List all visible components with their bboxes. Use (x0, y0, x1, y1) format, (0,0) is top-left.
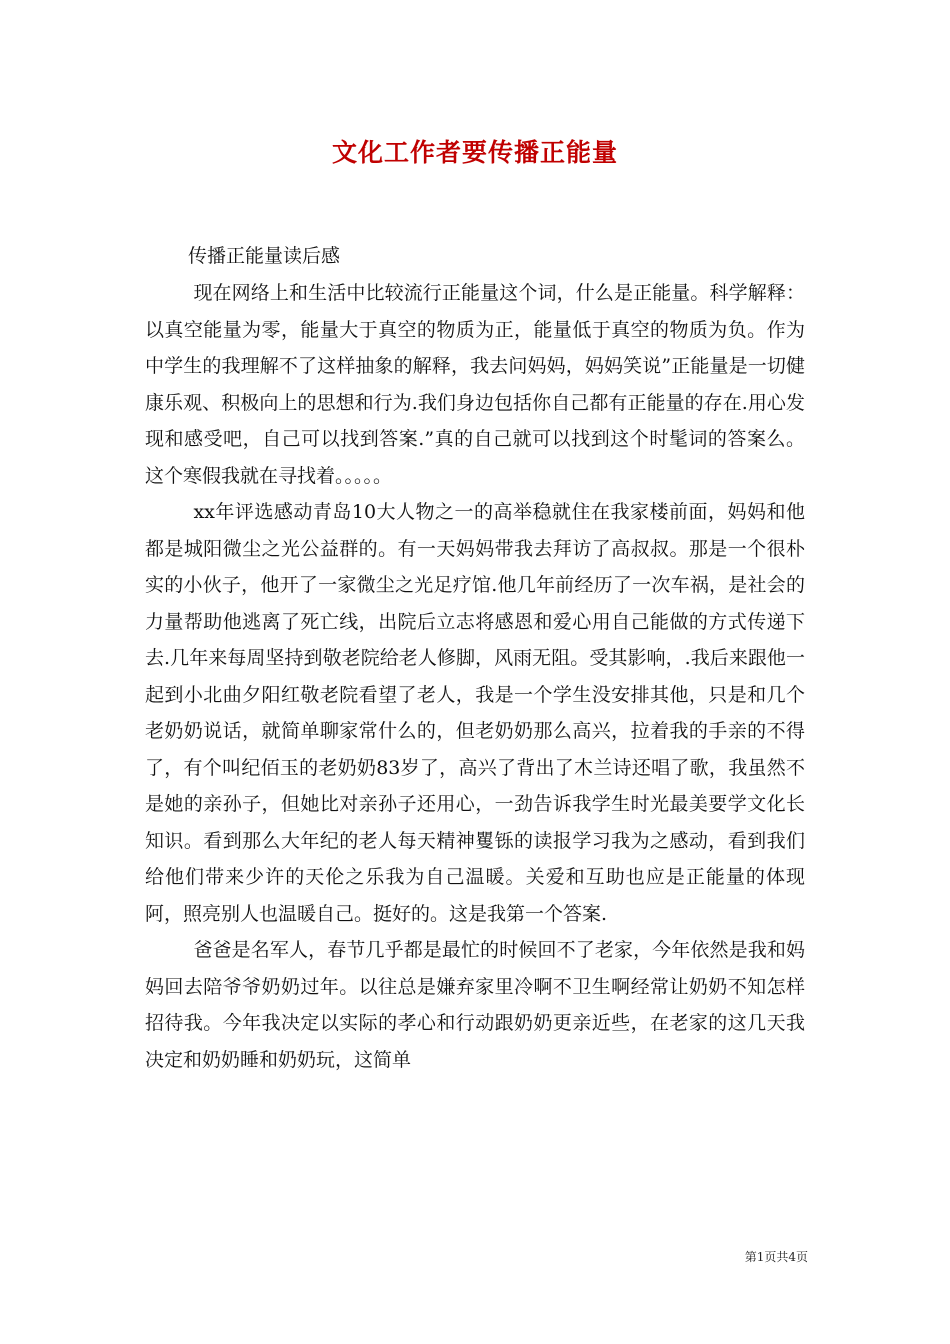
paragraph-1: 现在网络上和生活中比较流行正能量这个词，什么是正能量。科学解释：以真空能量为零，能量大于真空的物质为正，能量低于真空的物质为负。作为中学生的我理解不了这样抽象的解释，我去问妈妈，妈妈笑说”正能量是一切健康乐观、积极向上的思想和行为.我们身边包括你自己都有正能量的存在.用心发现和感受吧，自己可以找到答案.”真的自己就可以找到这个时髦词的答案么。这个寒假我就在寻找着。。。。。 (145, 282, 805, 487)
document-title: 文化工作者要传播正能量 (331, 138, 618, 167)
page-number-footer: 第1页共4页 (744, 1250, 808, 1264)
paragraph-3: 爸爸是名军人，春节几乎都是最忙的时候回不了老家，今年依然是我和妈妈回去陪爷爷奶奶过年。以往总是嫌弃家里冷啊不卫生啊经常让奶奶不知怎样招待我。今年我决定以实际的孝心和行动跟奶奶更亲近些，在老家的这几天我决定和奶奶睡和奶奶玩，这简单 (145, 939, 805, 1071)
paragraph-2: xx年评选感动青岛10大人物之一的高举稳就住在我家楼前面，妈妈和他都是城阳微尘之光公益群的。有一天妈妈带我去拜访了高叔叔。那是一个很朴实的小伙子，他开了一家微尘之光足疗馆.他几年前经历了一次车祸，是社会的力量帮助他逃离了死亡线，出院后立志将感恩和爱心用自己能做的方式传递下去.几年来每周坚持到敬老院给老人修脚，风雨无阻。受其影响，.我后来跟他一起到小北曲夕阳红敬老院看望了老人，我是一个学生没安排其他，只是和几个老奶奶说话，就简单聊家常什么的，但老奶奶那么高兴，拉着我的手亲的不得了，有个叫纪佰玉的老奶奶83岁了，高兴了背出了木兰诗还唱了歌，我虽然不是她的亲孙子，但她比对亲孙子还用心，一劲告诉我学生时光最美要学文化长知识。看到那么大年纪的老人每天精神矍铄的读报学习我为之感动，看到我们给他们带来少许的天伦之乐我为自己温暖。关爱和互助也应是正能量的体现阿，照亮别人也温暖自己。挺好的。这是我第一个答案. (145, 501, 805, 925)
document-body (145, 275, 805, 1078)
document-subtitle: 传播正能量读后感 (188, 245, 341, 267)
